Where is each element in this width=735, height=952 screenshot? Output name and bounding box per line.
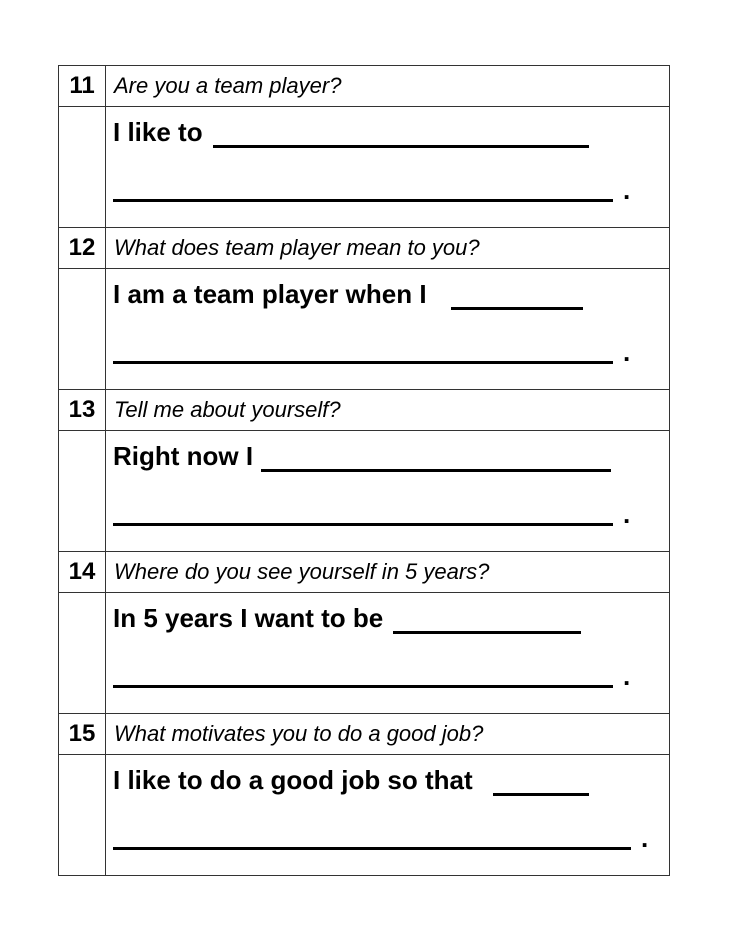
answer-blank-line[interactable] — [493, 769, 589, 796]
item-number: 11 — [59, 66, 106, 107]
question-row — [59, 228, 670, 269]
answer-prompt: Right now I — [113, 441, 254, 471]
item-number: 14 — [59, 552, 106, 593]
answer-prompt: I am a team player when I — [113, 279, 427, 309]
answer-blank-line[interactable] — [393, 607, 581, 634]
answer-cell — [106, 107, 670, 228]
question-text: What does team player mean to you? — [106, 228, 670, 269]
item-number: 13 — [59, 390, 106, 431]
answer-row — [59, 269, 670, 390]
answer-period: . — [641, 823, 649, 853]
answer-period: . — [623, 499, 631, 529]
answer-blank-line[interactable] — [113, 499, 613, 526]
empty-number-cell — [59, 269, 106, 390]
answer-row — [59, 755, 670, 876]
empty-number-cell — [59, 431, 106, 552]
worksheet-table — [58, 65, 670, 876]
answer-cell — [106, 755, 670, 876]
question-text: Are you a team player? — [106, 66, 670, 107]
item-number: 12 — [59, 228, 106, 269]
answer-cell — [106, 593, 670, 714]
empty-number-cell — [59, 755, 106, 876]
empty-number-cell — [59, 593, 106, 714]
answer-row — [59, 431, 670, 552]
answer-row — [59, 107, 670, 228]
question-text: Tell me about yourself? — [106, 390, 670, 431]
answer-blank-line[interactable] — [113, 337, 613, 364]
answer-blank-line[interactable] — [261, 445, 611, 472]
question-text: What motivates you to do a good job? — [106, 714, 670, 755]
question-row — [59, 552, 670, 593]
question-row — [59, 714, 670, 755]
answer-row — [59, 593, 670, 714]
answer-period: . — [623, 337, 631, 367]
answer-prompt: I like to — [113, 117, 203, 147]
empty-number-cell — [59, 107, 106, 228]
answer-blank-line[interactable] — [113, 823, 631, 850]
answer-blank-line[interactable] — [213, 121, 589, 148]
answer-prompt: I like to do a good job so that — [113, 765, 473, 795]
answer-prompt: In 5 years I want to be — [113, 603, 384, 633]
question-text: Where do you see yourself in 5 years? — [106, 552, 670, 593]
answer-cell — [106, 431, 670, 552]
question-row — [59, 66, 670, 107]
answer-period: . — [623, 661, 631, 691]
answer-blank-line[interactable] — [113, 175, 613, 202]
question-row — [59, 390, 670, 431]
item-number: 15 — [59, 714, 106, 755]
answer-period: . — [623, 175, 631, 205]
answer-blank-line[interactable] — [113, 661, 613, 688]
answer-cell — [106, 269, 670, 390]
answer-blank-line[interactable] — [451, 283, 583, 310]
